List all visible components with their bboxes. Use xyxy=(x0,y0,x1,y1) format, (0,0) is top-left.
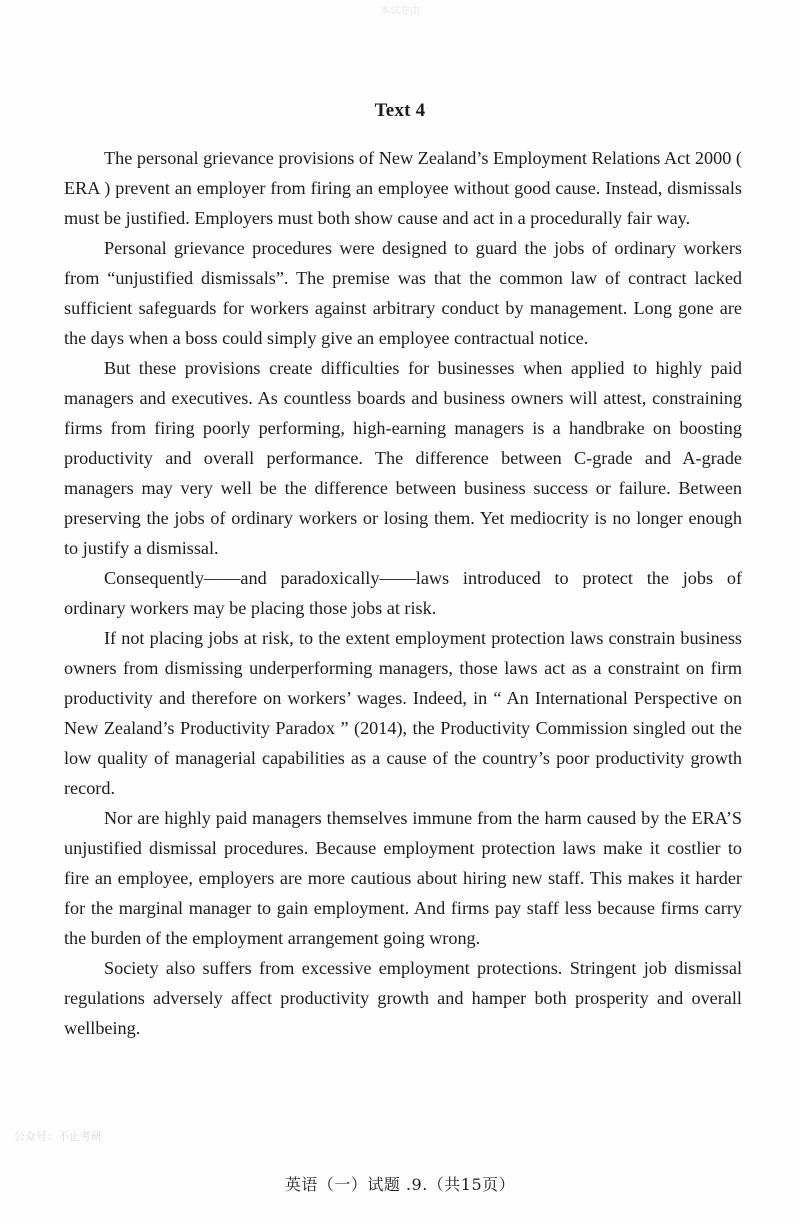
paragraph-5: If not placing jobs at risk, to the extent employment protection laws constrain business owners from dismissing underperforming managers, those laws act as a constraint on firm productivity and therefore on workers’ wages. Indeed, in “ An International Perspective on New Zealand’s Productivity Paradox ” (2014), the Productivity Commission singled out the low quality of managerial capabilities as a cause of the country’s poor productivity growth record. xyxy=(64,628,742,798)
paragraph-3: But these provisions create difficulties for businesses when applied to highly paid managers and executives. As countless boards and business owners will attest, constraining firms from firing poorly performing, high-earning managers is a handbrake on boosting productivity and overall performance. The difference between C-grade and A-grade managers may very well be the difference between business success or failure. Between preserving the jobs of ordinary workers or losing them. Yet mediocrity is no longer enough to justify a dismissal. xyxy=(64,358,742,558)
page-footer: 英语（一）试题 .9.（共15页） xyxy=(284,1175,516,1194)
section-title: Text 4 xyxy=(374,100,426,121)
paragraph-7: Society also suffers from excessive employment protections. Stringent job dismissal regulations adversely affect productivity growth and hamper both prosperity and overall wellbeing. xyxy=(64,958,742,1038)
header-watermark: 本试卷由 xyxy=(380,6,420,17)
passage-body xyxy=(64,143,742,1043)
paragraph-6: Nor are highly paid managers themselves immune from the harm caused by the ERA’S unjustified dismissal procedures. Because employment protection laws make it costlier to fire an employee, employers are more cautious about hiring new staff. This makes it harder for the marginal manager to gain employment. And firms pay staff less because firms carry the burden of the employment arrangement going wrong. xyxy=(64,808,742,948)
paragraph-2: Personal grievance procedures were designed to guard the jobs of ordinary workers from “unjustified dismissals”. The premise was that the common law of contract lacked sufficient safeguards for workers against arbitrary conduct by management. Long gone are the days when a boss could simply give an employee contractual notice. xyxy=(64,238,742,348)
paragraph-1: The personal grievance provisions of New Zealand’s Employment Relations Act 2000 ( ERA ) prevent an employer from firing an employee without good cause. Instead, dismissals must be justified. Employers must both show cause and act in a procedurally fair way. xyxy=(64,148,742,228)
source-watermark: 公众号：不止考研 xyxy=(14,1130,102,1143)
paragraph-4: Consequently——and paradoxically——laws introduced to protect the jobs of ordinary workers may be placing those jobs at risk. xyxy=(64,568,742,618)
